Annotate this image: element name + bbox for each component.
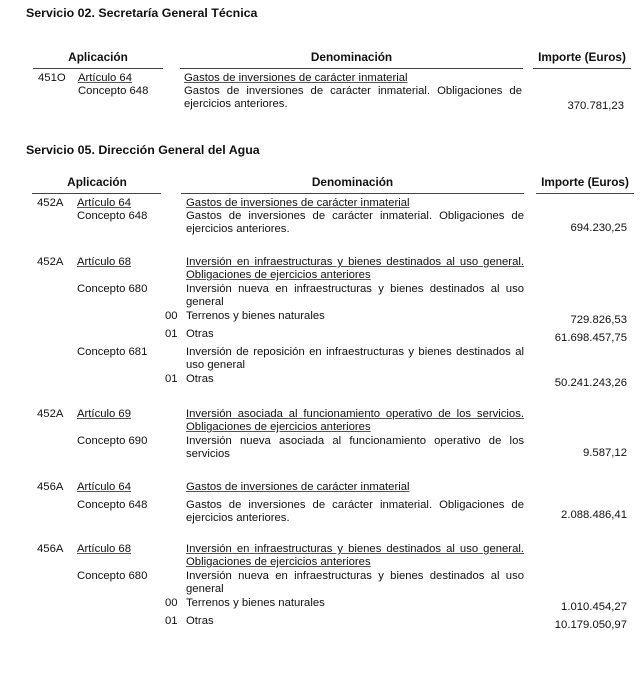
importe-value: 61.698.457,75 (554, 332, 627, 344)
articulo-description: Inversión en infraestructuras y bienes destinados al uso general. Obligaciones de ejercicios anteriores (186, 256, 524, 281)
importe-value: 370.781,23 (567, 100, 624, 112)
articulo-description: Gastos de inversiones de carácter inmaterial (184, 72, 408, 84)
articulo-description: Inversión asociada al funcionamiento operativo de los servicios. Obligaciones de ejercicios anteriores (186, 408, 524, 433)
header-denominacion: Denominación (311, 175, 394, 189)
concepto-label: Concepto 648 (77, 499, 148, 511)
subconcepto-label: Otras (186, 328, 214, 340)
importe-value: 729.826,53 (570, 314, 627, 326)
subconcepto-label: Otras (186, 373, 214, 385)
subconcepto-label: Terrenos y bienes naturales (186, 310, 325, 322)
section-title-servicio-02: Servicio 02. Secretaría General Técnica (26, 6, 258, 20)
importe-value: 1.010.454,27 (561, 601, 627, 613)
concepto-description: Gastos de inversiones de carácter inmaterial. Obligaciones de ejercicios anteriores. (184, 85, 522, 110)
importe-value: 2.088.486,41 (561, 509, 627, 521)
concepto-label: Concepto 680 (77, 570, 148, 582)
header-rule (533, 68, 631, 69)
concepto-label: Concepto 690 (77, 435, 148, 447)
subconcepto-code: 01 (165, 373, 178, 385)
concepto-description: Inversión nueva en infraestructuras y bienes destinados al uso general (186, 283, 524, 308)
subconcepto-code: 00 (165, 310, 178, 322)
header-importe: Importe (Euros) (541, 175, 629, 189)
header-rule (180, 68, 523, 69)
programa-code: 452A (37, 197, 64, 209)
importe-value: 9.587,12 (583, 447, 627, 459)
articulo-description: Gastos de inversiones de carácter inmaterial (186, 197, 410, 209)
concepto-description: Gastos de inversiones de carácter inmaterial. Obligaciones de ejercicios anteriores. (186, 499, 524, 524)
concepto-description: Inversión nueva en infraestructuras y bienes destinados al uso general (186, 570, 524, 595)
header-aplicacion: Aplicación (68, 50, 128, 64)
importe-value: 50.241.243,26 (554, 377, 627, 389)
header-rule (33, 68, 163, 69)
concepto-label: Concepto 648 (77, 210, 148, 222)
concepto-description: Gastos de inversiones de carácter inmaterial. Obligaciones de ejercicios anteriores. (186, 210, 524, 235)
concepto-label: Concepto 648 (78, 85, 149, 97)
importe-value: 694.230,25 (570, 222, 627, 234)
programa-code: 451O (38, 72, 66, 84)
subconcepto-label: Terrenos y bienes naturales (186, 597, 325, 609)
header-importe: Importe (Euros) (538, 50, 626, 64)
subconcepto-code: 00 (165, 597, 178, 609)
articulo-label: Artículo 68 (77, 256, 132, 268)
importe-value: 10.179.050,97 (554, 619, 627, 631)
articulo-label: Artículo 69 (77, 408, 132, 420)
section-title-servicio-05: Servicio 05. Dirección General del Agua (26, 143, 260, 157)
articulo-label: Artículo 64 (78, 72, 133, 84)
articulo-label: Artículo 64 (77, 197, 132, 209)
concepto-description: Inversión de reposición en infraestructuras y bienes destinados al uso general (186, 346, 524, 371)
articulo-label: Artículo 68 (77, 543, 132, 555)
header-rule (536, 193, 634, 194)
concepto-label: Concepto 681 (77, 346, 148, 358)
header-rule (181, 193, 524, 194)
articulo-label: Artículo 64 (77, 481, 132, 493)
subconcepto-code: 01 (165, 615, 178, 627)
header-denominacion: Denominación (310, 50, 393, 64)
subconcepto-label: Otras (186, 615, 214, 627)
articulo-description: Inversión en infraestructuras y bienes destinados al uso general. Obligaciones de ejercicios anteriores (186, 543, 524, 568)
programa-code: 452A (37, 408, 64, 420)
header-rule (32, 193, 161, 194)
programa-code: 452A (37, 256, 64, 268)
articulo-description: Gastos de inversiones de carácter inmaterial (186, 481, 410, 493)
programa-code: 456A (37, 481, 64, 493)
programa-code: 456A (37, 543, 64, 555)
concepto-label: Concepto 680 (77, 283, 148, 295)
subconcepto-code: 01 (165, 328, 178, 340)
header-aplicacion: Aplicación (67, 175, 127, 189)
concepto-description: Inversión nueva asociada al funcionamiento operativo de los servicios (186, 435, 524, 460)
